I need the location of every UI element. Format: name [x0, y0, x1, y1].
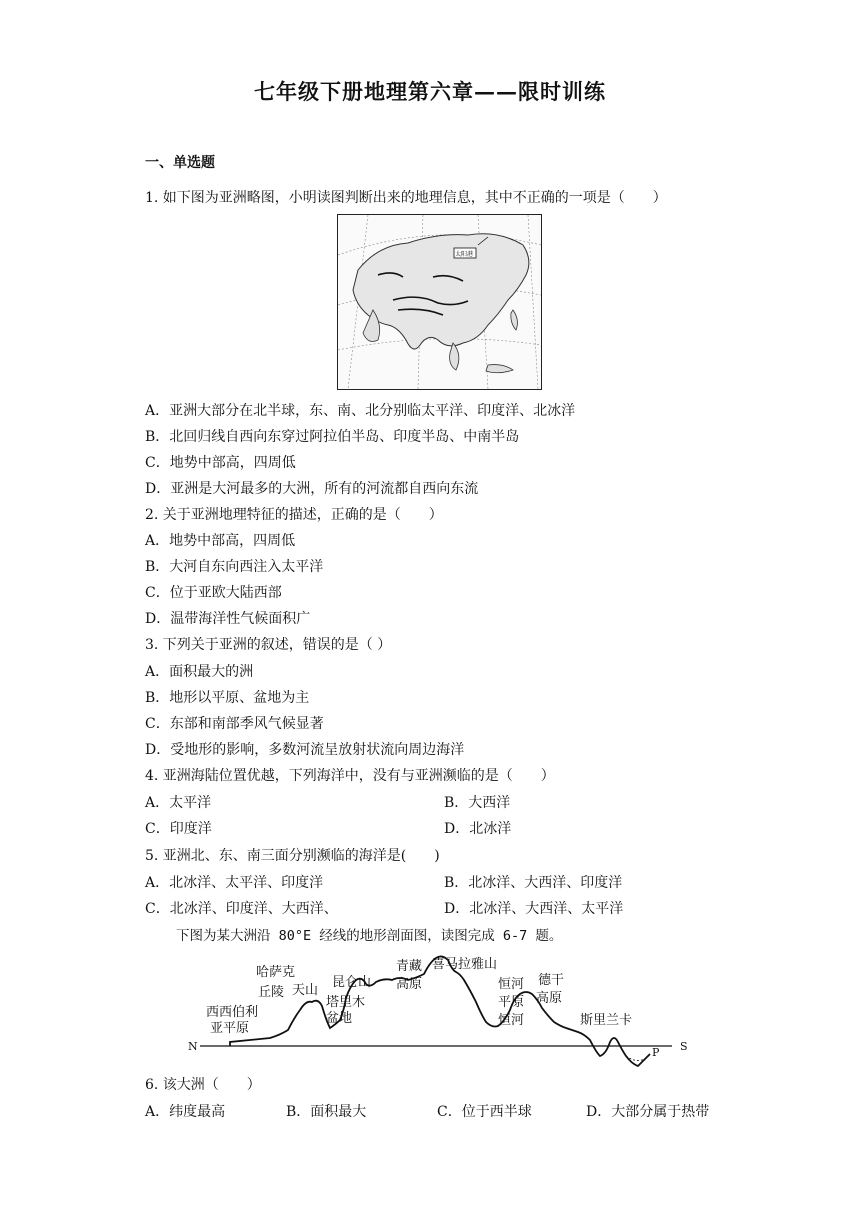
q6-option-d[interactable]: D．大部分属于热带: [586, 1104, 710, 1120]
asia-map-figure: [337, 214, 542, 390]
page-title: 七年级下册地理第六章——限时训练: [254, 79, 606, 104]
label-kunlunshan: 昆仑山: [332, 975, 372, 990]
q2-option-d[interactable]: D．温带海洋性气候面积广: [145, 611, 311, 627]
q1-option-c[interactable]: C．地势中部高，四周低: [145, 455, 296, 471]
label-talimu: 塔里木: [326, 995, 366, 1010]
q3-option-d[interactable]: D．受地形的影响，多数河流呈放射状流向周边海洋: [145, 742, 465, 758]
q5-option-b[interactable]: B．北冰洋、大西洋、印度洋: [444, 875, 623, 891]
q6-option-b[interactable]: B．面积最大: [286, 1104, 367, 1120]
section-heading: 一、单选题: [145, 155, 215, 171]
question-1-stem: 1. 如下图为亚洲略图，小明读图判断出来的地理信息，其中不正确的一项是（ ）: [145, 190, 667, 206]
q6-option-a[interactable]: A．纬度最高: [145, 1104, 226, 1120]
q3-option-b[interactable]: B．地形以平原、盆地为主: [145, 690, 310, 706]
question-6-stem: 6. 该大洲（ ）: [145, 1077, 261, 1093]
q1-option-b[interactable]: B．北回归线自西向东穿过阿拉伯半岛、印度半岛、中南半岛: [145, 429, 520, 445]
label-sililanka: 斯里兰卡: [580, 1013, 633, 1028]
question-3-stem: 3. 下列关于亚洲的叙述，错误的是（ ）: [145, 637, 392, 653]
question-5-stem: 5. 亚洲北、东、南三面分别濒临的海洋是( ): [145, 848, 440, 864]
q3-option-c[interactable]: C．东部和南部季风气候显著: [145, 716, 324, 732]
label-xixiboliya: 西西伯利: [206, 1005, 259, 1020]
q2-option-c[interactable]: C．位于亚欧大陆西部: [145, 585, 282, 601]
label-qingzang: 青藏: [396, 959, 423, 974]
label-gaoyuan: 高原: [396, 977, 423, 992]
label-gaoyuan-2: 高原: [536, 991, 563, 1006]
q4-option-a[interactable]: A．太平洋: [145, 795, 212, 811]
label-pingyuan: 平原: [498, 995, 525, 1010]
label-degan: 德干: [538, 973, 565, 988]
label-yapingyuan: 亚平原: [210, 1021, 250, 1036]
q4-option-d[interactable]: D．北冰洋: [444, 821, 512, 837]
q1-option-d[interactable]: D．亚洲是大河最多的大洲，所有的河流都自西向东流: [145, 481, 479, 497]
q6-option-c[interactable]: C．位于西半球: [437, 1104, 532, 1120]
map-label-box: 太阳港: [455, 251, 474, 258]
asia-map-sketch: [338, 215, 541, 389]
question-4-stem: 4. 亚洲海陆位置优越，下列海洋中，没有与亚洲濒临的是（ ）: [145, 768, 555, 784]
q5-option-d[interactable]: D．北冰洋、大西洋、太平洋: [444, 901, 624, 917]
label-qiuling: 丘陵: [258, 985, 285, 1000]
questions-6-7-intro: 下图为某大洲沿 80°E 经线的地形剖面图，读图完成 6-7 题。: [176, 928, 563, 944]
q4-option-b[interactable]: B．大西洋: [444, 795, 511, 811]
q2-option-a[interactable]: A．地势中部高，四周低: [145, 533, 296, 549]
question-2-stem: 2. 关于亚洲地理特征的描述，正确的是（ ）: [145, 507, 443, 523]
q4-option-c[interactable]: C．印度洋: [145, 821, 212, 837]
label-tianshan: 天山: [292, 983, 319, 998]
label-south: S: [680, 1040, 688, 1053]
label-north: N: [188, 1040, 198, 1053]
q3-option-a[interactable]: A．面积最大的洲: [145, 664, 254, 680]
q1-option-a[interactable]: A．亚洲大部分在北半球，东、南、北分别临太平洋、印度洋、北冰洋: [145, 403, 576, 419]
label-hasake: 哈萨克: [256, 965, 296, 980]
label-henghe: 恒河: [498, 977, 525, 992]
label-henghe-2: 恒河: [498, 1013, 525, 1028]
label-ximalaya: 喜马拉雅山: [432, 957, 498, 972]
terrain-profile-figure: [180, 950, 700, 1070]
q5-option-a[interactable]: A．北冰洋、太平洋、印度洋: [145, 875, 324, 891]
label-pendi: 盆地: [326, 1011, 353, 1026]
q2-option-b[interactable]: B．大河自东向西注入太平洋: [145, 559, 324, 575]
q5-option-c[interactable]: C．北冰洋、印度洋、大西洋、: [145, 901, 338, 917]
terrain-profile-sketch: [180, 950, 700, 1070]
label-p: P: [652, 1046, 660, 1059]
